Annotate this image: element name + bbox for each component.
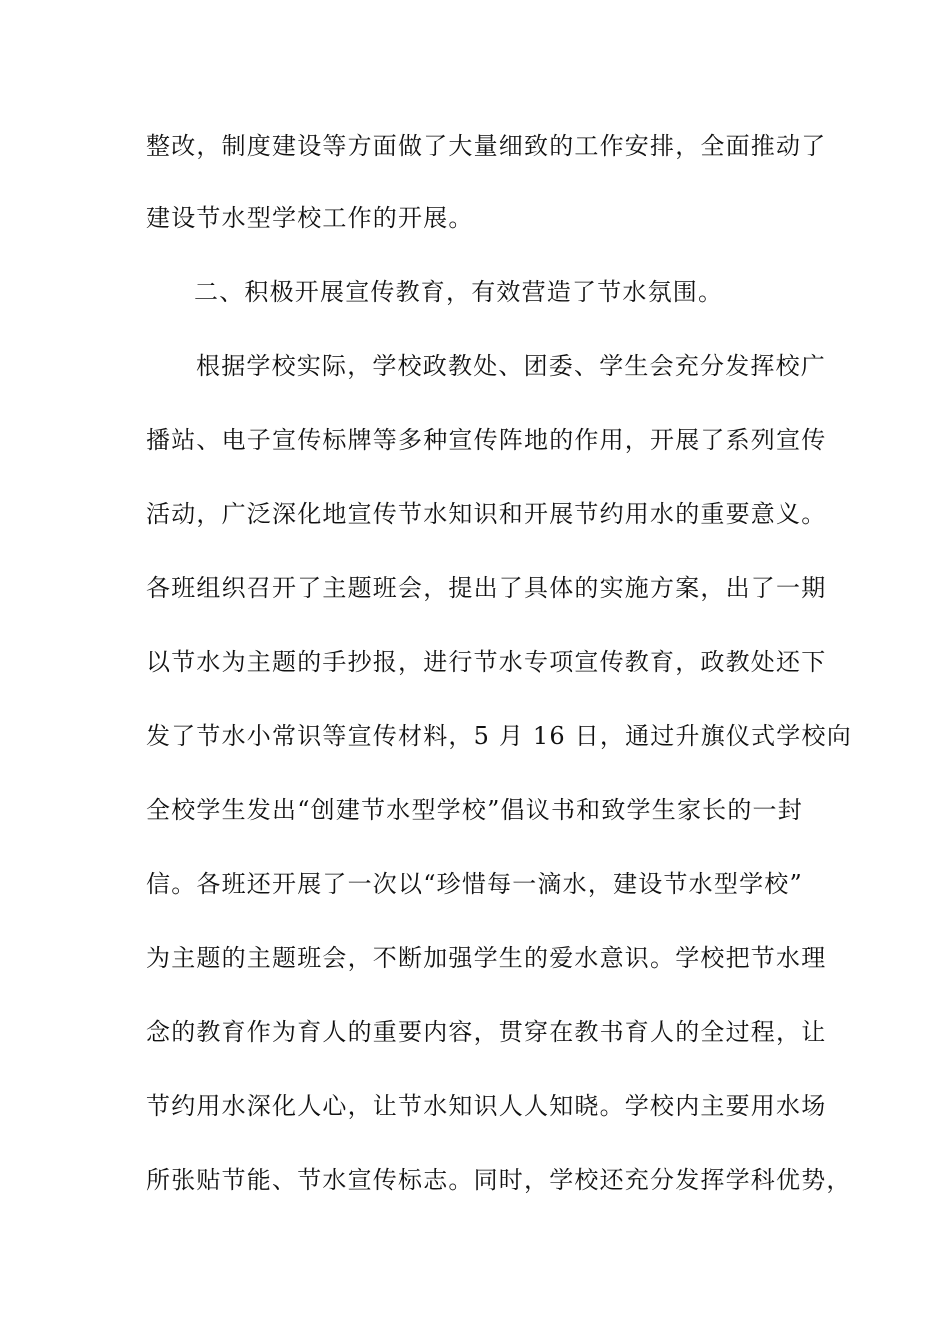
text-line: 信。各班还开展了一次以“珍惜每一滴水，建设节水型学校” — [146, 870, 803, 898]
text-line: 念的教育作为育人的重要内容，贯穿在教书育人的全过程，让 — [146, 1018, 827, 1046]
text-line: 建设节水型学校工作的开展。 — [146, 204, 474, 232]
paragraph-first-line: 根据学校实际，学校政教处、团委、学生会充分发挥校广 — [196, 352, 826, 380]
text-line: 为主题的主题班会，不断加强学生的爱水意识。学校把节水理 — [146, 944, 827, 972]
text-line: 节约用水深化人心，让节水知识人人知晓。学校内主要用水场 — [146, 1092, 827, 1120]
text-line: 以节水为主题的手抄报，进行节水专项宣传教育，政教处还下 — [146, 648, 827, 676]
text-line: 发了节水小常识等宣传材料，5 月 16 日，通过升旗仪式学校向 — [146, 722, 852, 750]
text-line: 播站、电子宣传标牌等多种宣传阵地的作用，开展了系列宣传 — [146, 426, 827, 454]
text-line: 活动，广泛深化地宣传节水知识和开展节约用水的重要意义。 — [146, 500, 827, 528]
section-heading: 二、积极开展宣传教育，有效营造了节水氛围。 — [194, 278, 724, 306]
text-line: 各班组织召开了主题班会，提出了具体的实施方案，出了一期 — [146, 574, 827, 602]
text-line: 整改，制度建设等方面做了大量细致的工作安排，全面推动了 — [146, 132, 827, 160]
text-line: 所张贴节能、节水宣传标志。同时，学校还充分发挥学科优势， — [146, 1166, 852, 1194]
text-line: 全校学生发出“创建节水型学校”倡议书和致学生家长的一封 — [146, 796, 803, 824]
